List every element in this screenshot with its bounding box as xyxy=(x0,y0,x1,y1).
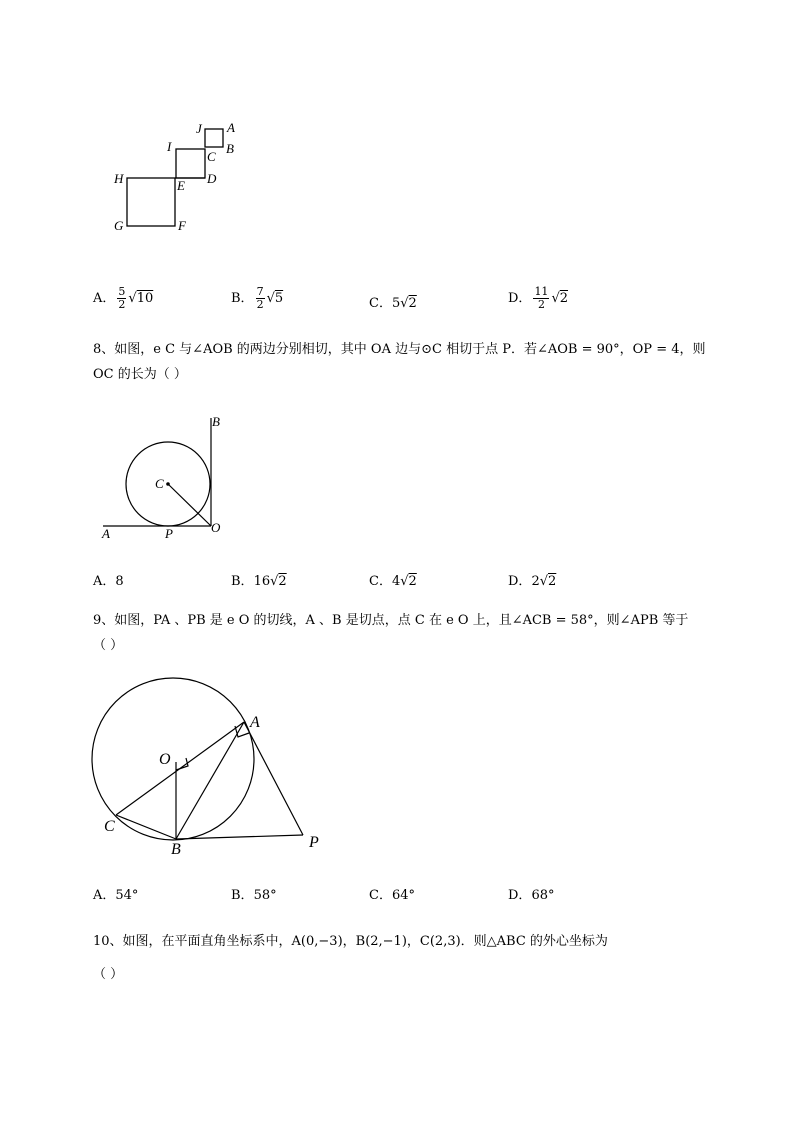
label-c: C xyxy=(207,149,216,164)
q9-tangent-diagram xyxy=(88,672,338,862)
label-a: A xyxy=(250,714,260,731)
q9-option-c[interactable]: C．64° xyxy=(369,888,415,903)
label-e: E xyxy=(177,178,185,193)
q8-stem-line1: 8、如图，e C 与∠AOB 的两边分别相切，其中 OA 边与⊙C 相切于点 P．若∠AOB = 90°，OP = 4，则 xyxy=(93,342,706,357)
label-c: C xyxy=(155,476,164,491)
q8-option-d[interactable]: D．2√2 xyxy=(508,574,557,589)
q9-stem-line2: （ ） xyxy=(93,638,124,653)
q7-option-b[interactable]: B． $\frac{7}{2}$ √5 xyxy=(231,285,284,311)
q8-option-a[interactable]: A．8 xyxy=(93,574,124,589)
q10-stem-line2: （ ） xyxy=(93,967,124,982)
q8-figure xyxy=(95,410,235,545)
q8-stem-line2: OC 的长为（ ） xyxy=(93,367,187,382)
label-o: O xyxy=(159,751,171,768)
q9-option-d[interactable]: D．68° xyxy=(508,888,555,903)
label-d: D xyxy=(207,171,217,186)
q7-option-d[interactable]: D． $\frac{11}{2}$ √2 xyxy=(508,285,569,311)
label-h: H xyxy=(114,171,124,186)
q8-option-b[interactable]: B．16√2 xyxy=(231,574,287,589)
q7-option-c[interactable]: C．5√2 xyxy=(369,296,417,311)
q9-stem-line1: 9、如图，PA 、PB 是 e O 的切线，A 、B 是切点，点 C 在 e O 上，且∠ACB = 58°，则∠APB 等于 xyxy=(93,613,689,628)
label-p: P xyxy=(165,526,173,541)
q9-option-b[interactable]: B．58° xyxy=(231,888,277,903)
q7-option-a[interactable]: A． $\frac{5}{2}$ √10 xyxy=(93,285,154,311)
label-a: A xyxy=(102,526,110,541)
label-j: J xyxy=(196,121,202,136)
label-p: P xyxy=(309,834,319,851)
q7-figure xyxy=(100,118,260,238)
q8-option-c[interactable]: C．4√2 xyxy=(369,574,417,589)
q9-figure xyxy=(88,672,338,862)
label-b: B xyxy=(226,141,234,156)
label-f: F xyxy=(178,218,186,233)
label-a: A xyxy=(227,120,235,135)
label-b: B xyxy=(171,841,181,858)
label-g: G xyxy=(114,218,124,233)
label-b: B xyxy=(212,414,220,429)
label-o: O xyxy=(211,520,221,535)
label-c: C xyxy=(104,818,115,835)
q10-stem-line1: 10、如图，在平面直角坐标系中，A(0,−3)，B(2,−1)，C(2,3)．则△ABC 的外心坐标为 xyxy=(93,934,608,949)
label-i: I xyxy=(167,139,172,154)
q9-option-a[interactable]: A．54° xyxy=(93,888,139,903)
